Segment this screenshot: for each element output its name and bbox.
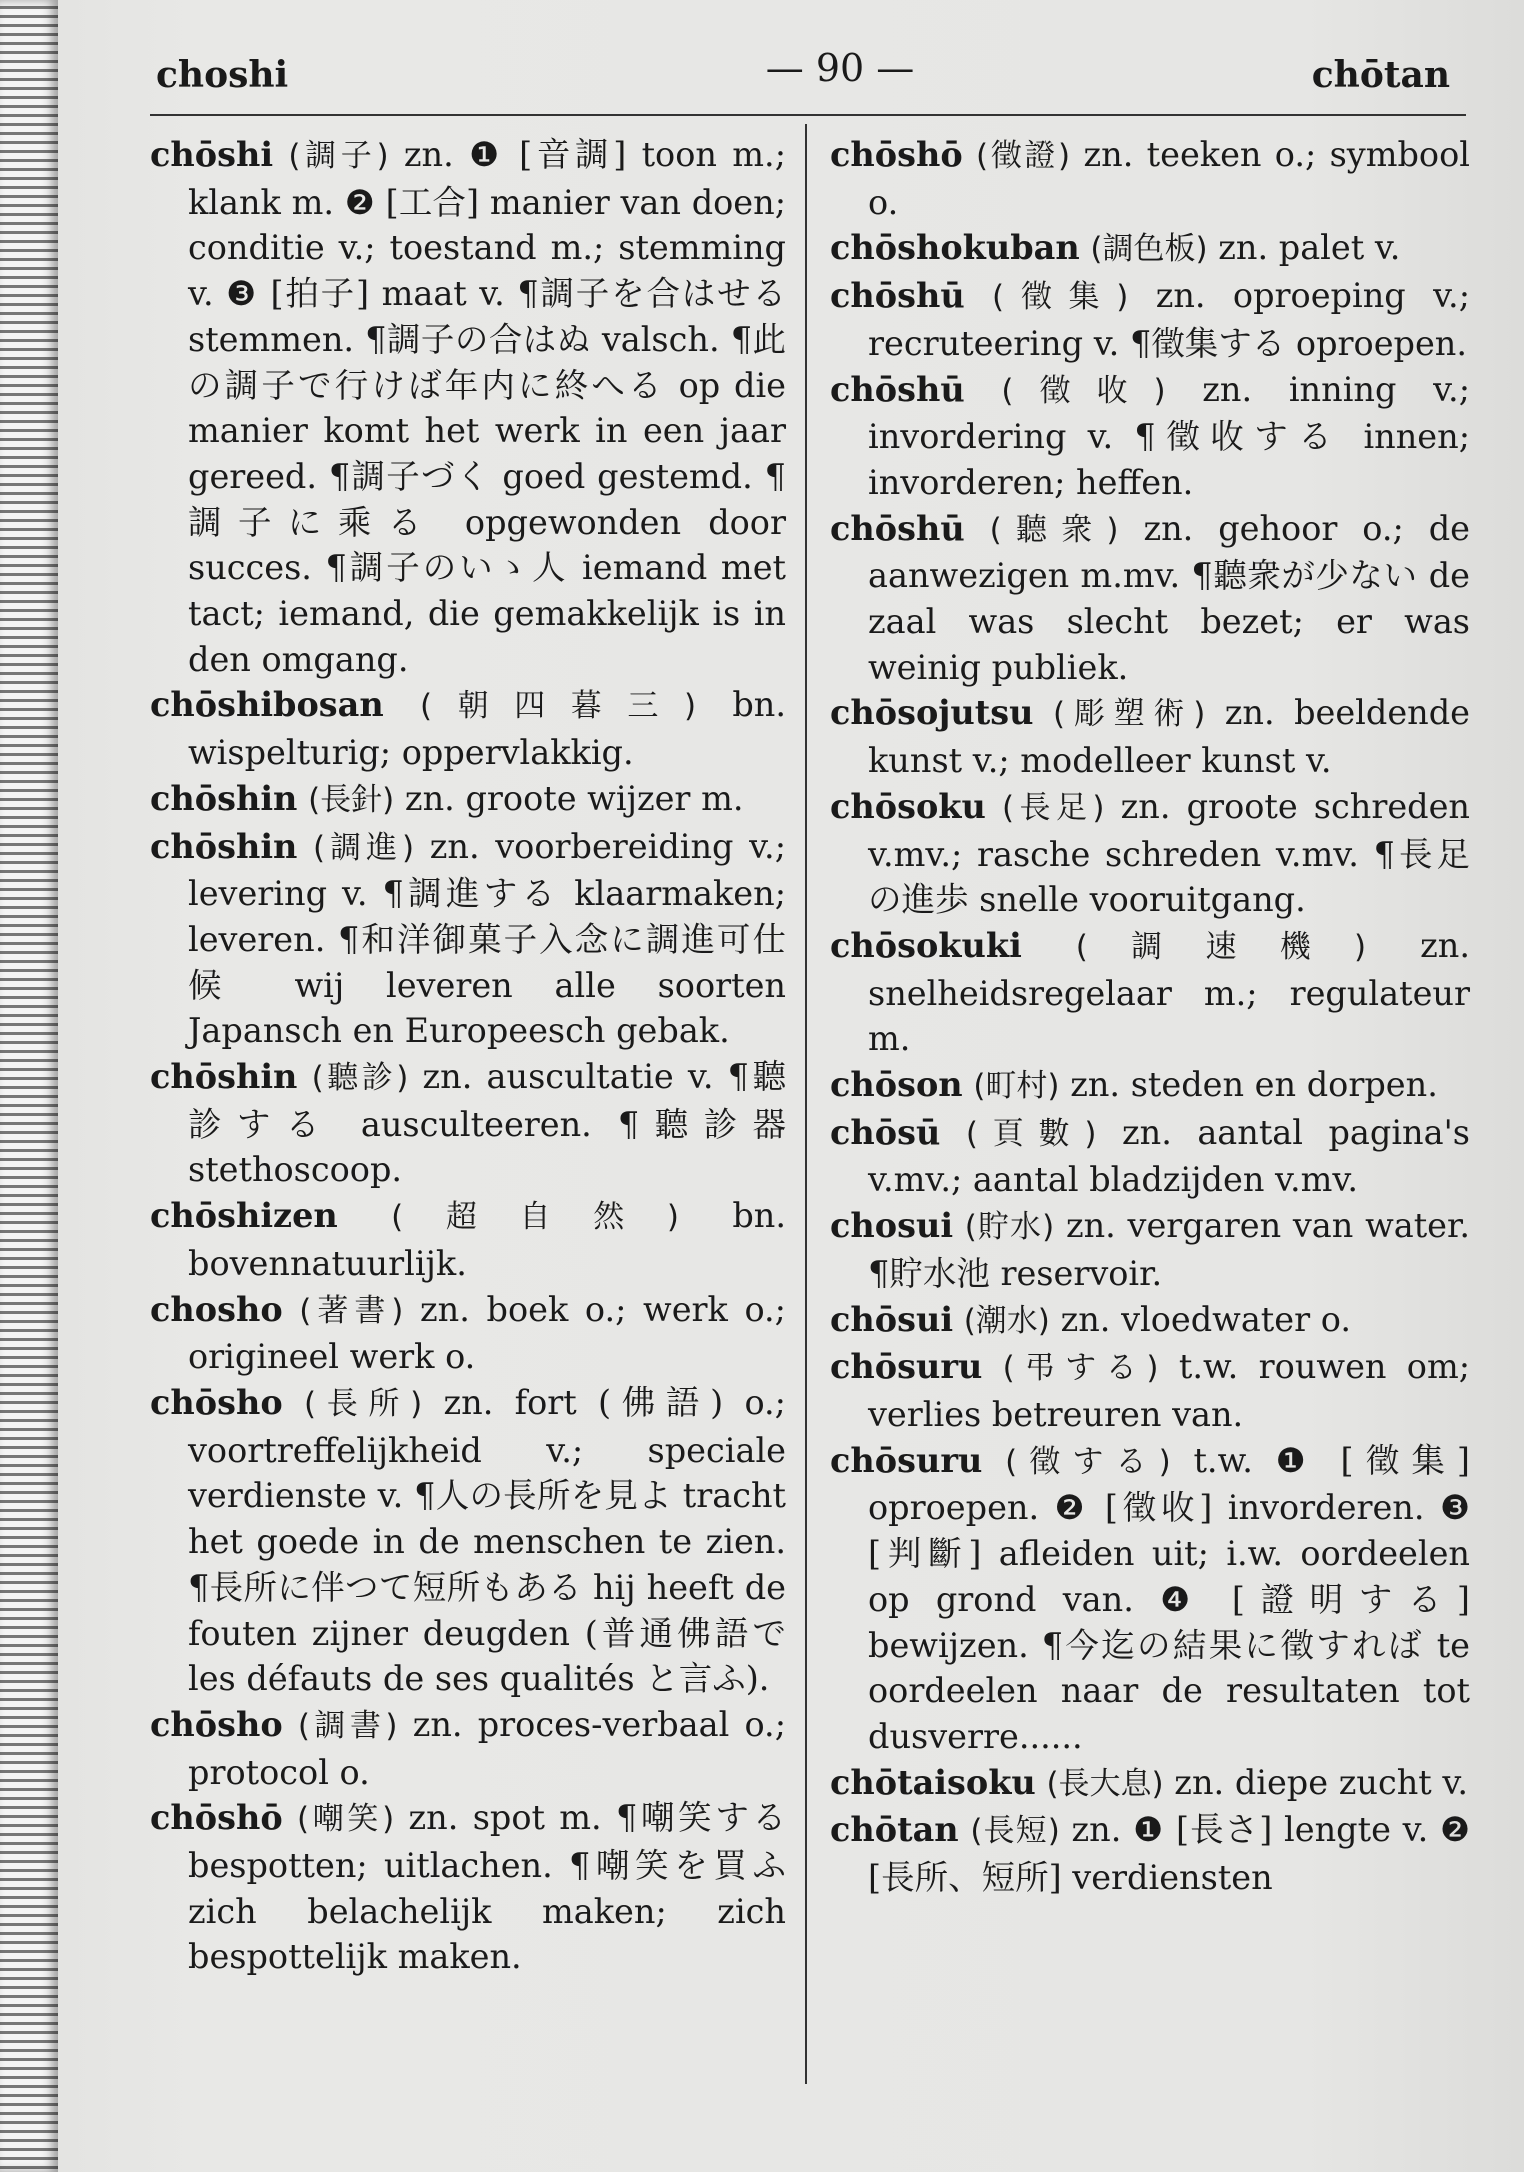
kanji: (聽衆) <box>989 511 1119 548</box>
headword: chōsuru <box>830 1347 983 1387</box>
kanji: (朝四暮三) <box>419 688 697 725</box>
dictionary-entry <box>830 1110 1470 1203</box>
headword: chosho <box>150 1289 283 1329</box>
headword: chōshin <box>150 778 298 818</box>
headword: chōshin <box>150 1057 298 1097</box>
kanji: (貯水) <box>964 1209 1055 1246</box>
definition: zn. aantal pagina's v.mv.; aantal bladzijden v.mv. <box>868 1112 1470 1200</box>
definition: zn. vloedwater o. <box>1060 1299 1351 1339</box>
definition: bn. wispelturig; oppervlakkig. <box>188 685 786 773</box>
headword: chōshibosan <box>150 685 384 725</box>
headword: chōshū <box>830 508 965 548</box>
definition: zn. oproeping v.; recruteering v. ¶徵集する oproepen. <box>868 276 1470 363</box>
definition: zn. gehoor o.; de aanwezigen m.mv. ¶聽衆が少ない de zaal was slecht bezet; er was weinig publiek. <box>868 508 1470 687</box>
dictionary-entry <box>830 1438 1470 1760</box>
kanji: (長大息) <box>1046 1765 1164 1802</box>
kanji: (彫塑術) <box>1052 696 1206 733</box>
headword: chōsho <box>150 1704 283 1744</box>
kanji: (調色板) <box>1090 231 1208 268</box>
kanji: (町村) <box>973 1068 1060 1105</box>
kanji: (徵集) <box>992 279 1129 316</box>
dictionary-entry <box>150 1380 786 1702</box>
definition: zn. spot m. ¶嘲笑する bespotten; uitlachen. ¶嘲笑を買ふ zich belachelijk maken; zich bespottelijk maken. <box>188 1798 786 1977</box>
definition: zn. palet v. <box>1218 228 1401 268</box>
kanji: (超自然) <box>391 1199 679 1236</box>
kanji: (聽診) <box>311 1060 409 1097</box>
dictionary-entry <box>150 1287 786 1380</box>
dictionary-entry <box>830 132 1470 225</box>
kanji: (徵收) <box>1001 372 1166 409</box>
kanji: (弔する) <box>1002 1350 1159 1387</box>
definition: zn. groote schreden v.mv.; rasche schreden v.mv. ¶長足の進歩 snelle vooruitgang. <box>868 786 1471 920</box>
kanji: (長所) <box>303 1385 423 1422</box>
dictionary-entry <box>830 506 1470 691</box>
dictionary-entry <box>150 824 786 1055</box>
headword: chōtaisoku <box>830 1762 1036 1802</box>
dictionary-entry <box>150 1054 786 1193</box>
page-header <box>150 40 1450 100</box>
kanji: (調書) <box>297 1707 398 1744</box>
kanji: (調子) <box>288 138 389 174</box>
kanji: (長足) <box>1001 789 1105 826</box>
definition: t.w. ❶ [徵集] oproepen. ❷ [徵收] invorderen. ❸ [判斷] afleiden uit; i.w. oordeelen op grond van. ❹ [證明する] bewijzen. ¶今迄の結果に徵すれば te oordeelen naar de resultaten tot dusverre...... <box>868 1440 1471 1756</box>
headword: chosui <box>830 1206 954 1246</box>
left-guide-word: choshi <box>156 54 289 96</box>
kanji: (著書) <box>299 1292 404 1329</box>
headword: chōshizen <box>150 1196 338 1236</box>
left-column <box>150 132 786 1980</box>
headword: chōson <box>830 1065 963 1105</box>
definition: zn. diepe zucht v. <box>1174 1762 1468 1802</box>
right-column <box>830 132 1470 1901</box>
dictionary-entry <box>150 682 786 775</box>
dictionary-entry <box>830 690 1470 783</box>
definition: zn. vergaren van water. ¶貯水池 reservoir. <box>868 1206 1470 1293</box>
definition: zn. inning v.; invordering v. ¶徵收する innen; invorderen; heffen. <box>868 369 1470 502</box>
kanji: (長短) <box>970 1813 1060 1850</box>
headword: chōshokuban <box>830 228 1080 268</box>
right-guide-word: chōtan <box>1311 54 1450 96</box>
dictionary-entry <box>150 1795 786 1980</box>
dictionary-entry <box>150 1702 786 1795</box>
headword: chōshū <box>830 369 965 409</box>
kanji: (徵する) <box>1005 1443 1171 1480</box>
definition: zn. voorbereiding v.; levering v. ¶調進する klaarmaken; leveren. ¶和洋御菓子入念に調進可仕候 wij leveren alle soorten Japansch en Europeesch gebak. <box>188 826 786 1051</box>
column-divider <box>805 124 807 2084</box>
definition: zn. teeken o.; symbool o. <box>868 135 1470 222</box>
headword: chōsui <box>830 1299 954 1339</box>
spiral-binding <box>0 0 58 2172</box>
dictionary-entry <box>830 923 1470 1062</box>
definition: zn. ❶ [音調] toon m.; klank m. ❷ [工合] manier van doen; conditie v.; toestand m.; stemming v. ❸ [拍子] maat v. ¶調子を合はせる stemmen. ¶調子の合はぬ valsch. ¶此の調子で行けば年内に終へる op die manier komt het werk in een jaar gereed. ¶調子づく goed gestemd. ¶調子に乘る opgewonden door succes. ¶調子のいゝ人 iemand met tact; iemand, die gemakkelijk is in den omgang. <box>188 135 786 679</box>
headword: chōsuru <box>830 1440 983 1480</box>
headword: chōsho <box>150 1382 283 1422</box>
kanji: (頁數) <box>965 1115 1097 1152</box>
definition: zn. groote wijzer m. <box>404 778 744 818</box>
dictionary-entry <box>830 1760 1470 1808</box>
headword: chōshi <box>150 135 274 174</box>
definition: zn. snelheidsregelaar m.; regulateur m. <box>868 925 1470 1059</box>
dictionary-entry <box>830 1807 1470 1900</box>
dictionary-entry <box>150 776 786 824</box>
dictionary-entry <box>150 132 786 682</box>
definition: zn. boek o.; werk o.; origineel werk o. <box>188 1289 786 1377</box>
dictionary-entry <box>150 1193 786 1286</box>
headword: chōshō <box>830 135 963 174</box>
headword: chōtan <box>830 1810 959 1850</box>
kanji: (嘲笑) <box>297 1801 395 1838</box>
kanji: (徵證) <box>975 138 1071 174</box>
definition: t.w. rouwen om; verlies betreuren van. <box>868 1347 1471 1434</box>
kanji: (調進) <box>313 829 415 866</box>
dictionary-entry <box>830 1203 1470 1296</box>
dictionary-entry <box>830 1062 1470 1110</box>
definition: zn. beeldende kunst v.; modelleer kunst v. <box>868 693 1470 781</box>
dictionary-entry <box>830 273 1470 366</box>
headword: chōshū <box>830 276 965 316</box>
dictionary-entry <box>830 367 1470 506</box>
headword: chōshin <box>150 826 298 866</box>
definition: zn. auscultatie v. ¶聽診する ausculteeren. ¶聽診器 stethoscoop. <box>188 1057 786 1190</box>
definition: zn. ❶ [長さ] lengte v. ❷ [長所、短所] verdiensten <box>868 1810 1470 1898</box>
dictionary-entry <box>830 225 1470 273</box>
kanji: (潮水) <box>963 1302 1050 1339</box>
headword: chōsoku <box>830 786 986 826</box>
header-rule <box>150 114 1466 116</box>
definition: bn. bovennatuurlijk. <box>188 1196 787 1283</box>
headword: chōsokuki <box>830 925 1022 965</box>
headword: chōshō <box>150 1798 283 1838</box>
dictionary-entry <box>830 784 1470 923</box>
definition: zn. steden en dorpen. <box>1070 1065 1438 1105</box>
definition: zn. proces-verbaal o.; protocol o. <box>188 1704 786 1792</box>
dictionary-entry <box>830 1344 1470 1437</box>
page-number: — 90 — <box>765 46 915 90</box>
dictionary-entry <box>830 1297 1470 1345</box>
headword: chōsū <box>830 1112 941 1152</box>
headword: chōsojutsu <box>830 693 1034 733</box>
kanji: (調速機) <box>1075 928 1367 965</box>
kanji: (長針) <box>308 781 395 818</box>
definition: zn. fort (佛語) o.; voortreffelijkheid v.; speciale verdienste v. ¶人の長所を見よ tracht het goede in de menschen te zien. ¶長所に伴つて短所もある hij heeft de fouten zijner deugden (普通佛語で les défauts de ses qualités と言ふ). <box>188 1382 786 1699</box>
